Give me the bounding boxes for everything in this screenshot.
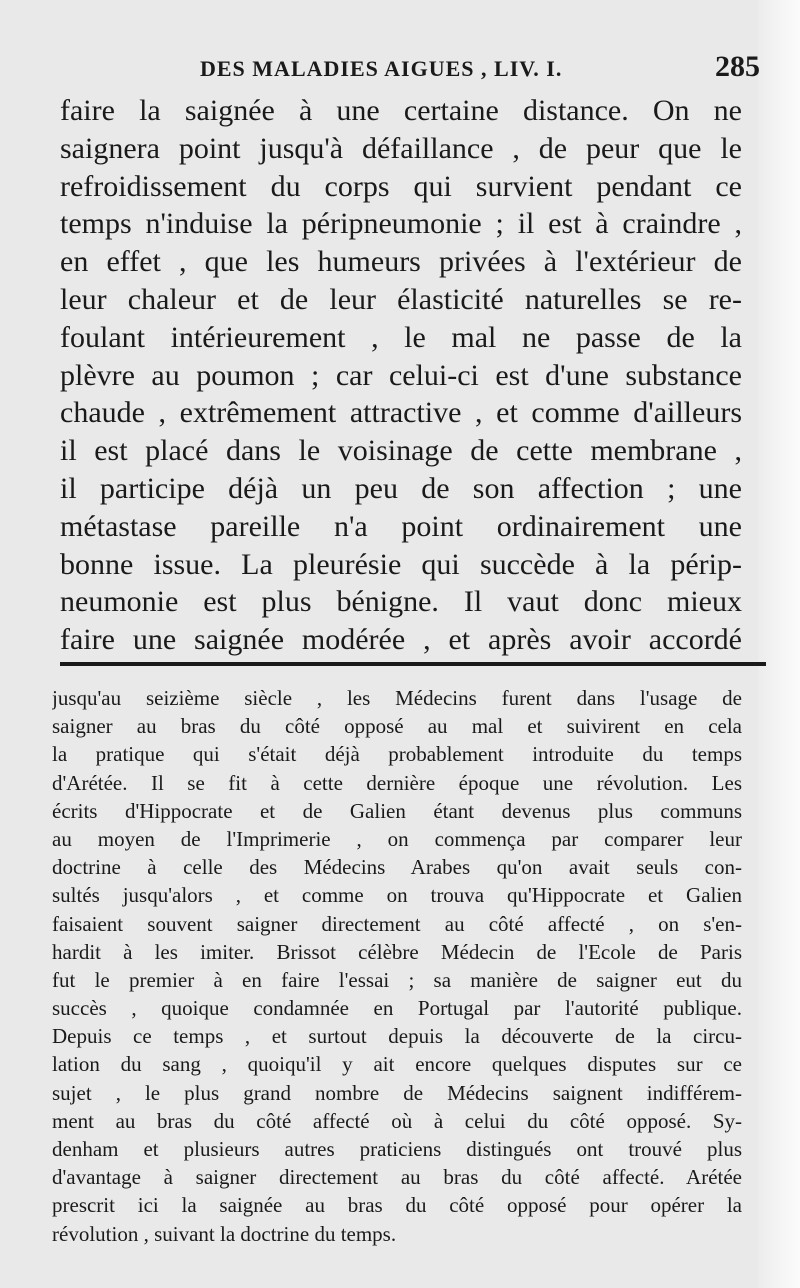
text-line: neumonie est plus bénigne. Il vaut donc mieux	[60, 585, 742, 619]
footnote-line: d'Arétée. Il se fit à cette dernière époque une révolution. Les	[52, 770, 742, 795]
text-line: il est placé dans le voisinage de cette membrane ,	[60, 434, 742, 468]
footnote-divider	[60, 662, 766, 666]
footnote-line: prescrit ici la saignée au bras du côté opposé pour opérer la	[52, 1193, 742, 1218]
footnote-line: saigner au bras du côté opposé au mal et suivirent en cela	[52, 714, 742, 739]
footnote-line: fut le premier à en faire l'essai ; sa manière de saigner eut du	[52, 967, 742, 992]
footnote-line: au moyen de l'Imprimerie , on commença par comparer leur	[52, 826, 742, 851]
text-line: bonne issue. La pleurésie qui succède à la périp-	[60, 547, 742, 581]
text-line: plèvre au poumon ; car celui-ci est d'une substance	[60, 358, 742, 392]
footnote-block	[52, 684, 742, 1248]
footnote-line: lation du sang , quoiqu'il y ait encore quelques disputes sur ce	[52, 1052, 742, 1077]
page-edge	[758, 0, 800, 1288]
footnote-line: la pratique qui s'était déjà probablement introduite du temps	[52, 742, 742, 767]
text-line: métastase pareille n'a point ordinairement une	[60, 509, 742, 543]
text-line: temps n'induise la péripneumonie ; il est à craindre ,	[60, 207, 742, 241]
page-header	[200, 50, 760, 90]
running-title: DES MALADIES AIGUES , LIV. I.	[200, 56, 563, 81]
footnote-line: ment au bras du côté affecté où à celui du côté opposé. Sy-	[52, 1108, 742, 1133]
footnote-line: faisaient souvent saigner directement au côté affecté , on s'en-	[52, 911, 742, 936]
footnote-line: révolution , suivant la doctrine du temps.	[52, 1221, 397, 1246]
footnote-line: succès , quoique condamnée en Portugal par l'autorité publique.	[52, 996, 742, 1021]
text-line: en effet , que les humeurs privées à l'extérieur de	[60, 245, 742, 279]
text-line: refroidissement du corps qui survient pendant ce	[60, 169, 742, 203]
footnote-line: jusqu'au seizième siècle , les Médecins furent dans l'usage de	[52, 686, 742, 710]
text-line: il participe déjà un peu de son affection ; une	[60, 471, 742, 505]
page-number: 285	[715, 50, 760, 83]
footnote-line: doctrine à celle des Médecins Arabes qu'on avait seuls con-	[52, 855, 742, 880]
footnote-line: sultés jusqu'alors , et comme on trouva qu'Hippocrate et Galien	[52, 883, 742, 908]
text-line: saignera point jusqu'à défaillance , de peur que le	[60, 131, 742, 165]
footnote-line: hardit à les imiter. Brissot célèbre Médecin de l'Ecole de Paris	[52, 939, 742, 964]
footnote-line: Depuis ce temps , et surtout depuis la découverte de la circu-	[52, 1024, 742, 1049]
text-line: faire la saignée à une certaine distance. On ne	[60, 94, 742, 127]
footnote-line: sujet , le plus grand nombre de Médecins saignent indifférem-	[52, 1080, 742, 1105]
main-text	[60, 92, 742, 659]
footnote-line: denham et plusieurs autres praticiens distingués ont trouvé plus	[52, 1137, 742, 1161]
footnote-line: d'avantage à saigner directement au bras du côté affecté. Arétée	[52, 1165, 742, 1190]
text-line: leur chaleur et de leur élasticité naturelles se re-	[60, 282, 742, 316]
text-line: faire une saignée modérée , et après avoir accordé	[60, 623, 742, 657]
text-line: chaude , extrêmement attractive , et comme d'ailleurs	[60, 396, 742, 430]
text-line: foulant intérieurement , le mal ne passe de la	[60, 320, 742, 354]
footnote-line: écrits d'Hippocrate et de Galien étant devenus plus communs	[52, 798, 742, 823]
